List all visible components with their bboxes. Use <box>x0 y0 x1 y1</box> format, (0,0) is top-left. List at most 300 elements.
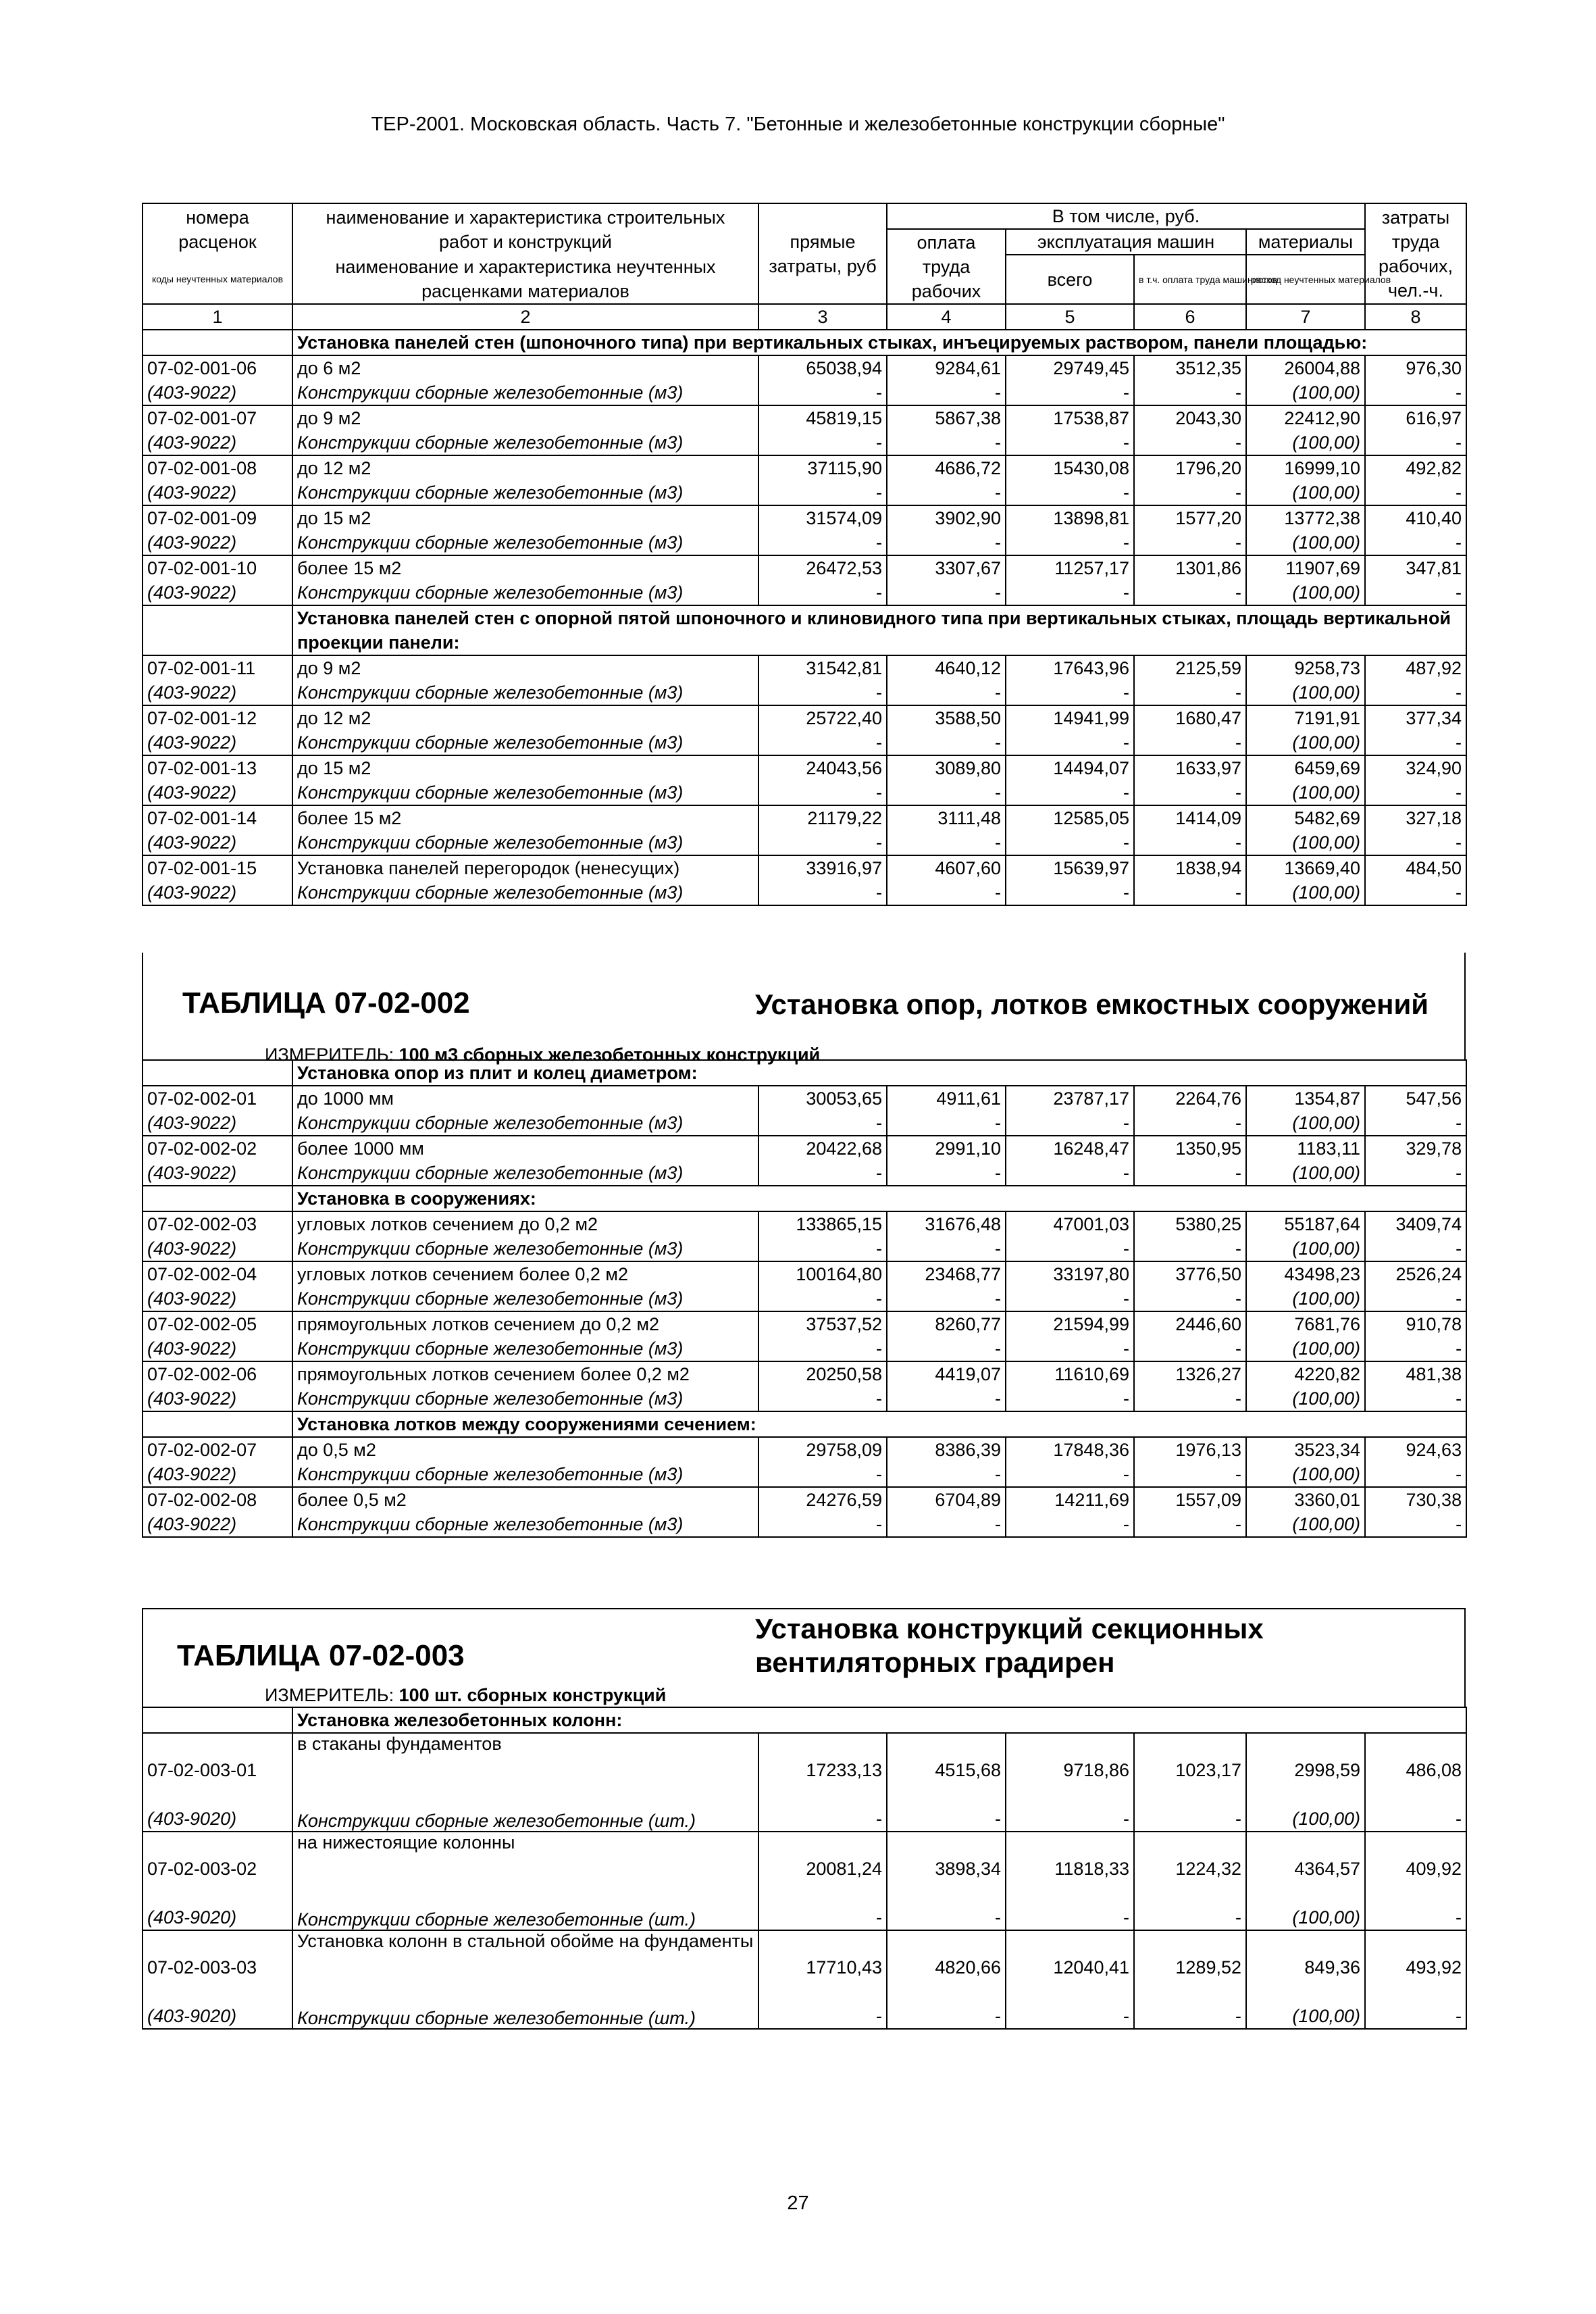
table-title: Установка конструкций секционных вентиляторных градирен <box>755 1613 1264 1678</box>
value-v5: 14941,99 <box>1006 705 1134 730</box>
col-1-header: номера расценок <box>143 203 292 255</box>
material-row <box>143 1236 1466 1261</box>
material-name: Конструкции сборные железобетонные (м3) <box>292 530 758 555</box>
dash-v3: - <box>758 1462 887 1487</box>
material-percent: (100,00) <box>1246 1782 1365 1832</box>
work-name: до 15 м2 <box>292 505 758 530</box>
table-row <box>143 1930 1466 1980</box>
dash-v4: - <box>887 680 1006 705</box>
measurement-unit: ИЗМЕРИТЕЛЬ: 100 шт. сборных конструкций <box>265 1685 667 1705</box>
dash-v4: - <box>887 580 1006 605</box>
value-v8: 616,97 <box>1365 405 1466 430</box>
col-6-header: в т.ч. оплата труда машинистов <box>1134 255 1246 304</box>
dash-v8: - <box>1365 1336 1466 1361</box>
dash-v6: - <box>1134 430 1246 455</box>
work-name: угловых лотков сечением до 0,2 м2 <box>292 1211 758 1236</box>
rate-code: 07-02-002-08 <box>143 1487 292 1512</box>
value-v3: 37537,52 <box>758 1311 887 1336</box>
dash-v5: - <box>1006 880 1134 905</box>
value-v4: 3111,48 <box>887 805 1006 830</box>
dash-v5: - <box>1006 730 1134 755</box>
material-code: (403-9020) <box>143 1980 292 2029</box>
material-percent: (100,00) <box>1246 680 1365 705</box>
value-v5: 13898,81 <box>1006 505 1134 530</box>
table-row <box>143 1136 1466 1161</box>
material-percent: (100,00) <box>1246 880 1365 905</box>
work-name: на нижестоящие колонны <box>292 1832 758 1881</box>
rate-code: 07-02-001-12 <box>143 705 292 730</box>
material-percent: (100,00) <box>1246 430 1365 455</box>
material-percent: (100,00) <box>1246 1236 1365 1261</box>
dash-v3: - <box>758 1286 887 1311</box>
dash-v6: - <box>1134 830 1246 855</box>
dash-v8: - <box>1365 1782 1466 1832</box>
dash-v5: - <box>1006 1782 1134 1832</box>
value-v5: 21594,99 <box>1006 1311 1134 1336</box>
material-name: Конструкции сборные железобетонные (м3) <box>292 1336 758 1361</box>
dash-v3: - <box>758 1782 887 1832</box>
value-v8: 976,30 <box>1365 355 1466 380</box>
material-code: (403-9022) <box>143 1336 292 1361</box>
dash-v6: - <box>1134 1782 1246 1832</box>
material-row <box>143 1336 1466 1361</box>
value-v4: 4820,66 <box>887 1930 1006 1980</box>
section-header-row <box>143 1411 1466 1437</box>
measurement-unit: ИЗМЕРИТЕЛЬ: 100 м3 сборных железобетонных конструкций <box>265 1045 821 1065</box>
col-5-header: всего <box>1006 255 1134 304</box>
dash-v5: - <box>1006 1286 1134 1311</box>
section-header-row <box>143 330 1466 355</box>
dash-v6: - <box>1134 1881 1246 1930</box>
material-code: (403-9020) <box>143 1881 292 1930</box>
work-name: Установка панелей перегородок (ненесущих) <box>292 855 758 880</box>
dash-v8: - <box>1365 480 1466 505</box>
material-name: Конструкции сборные железобетонные (шт.) <box>292 1782 758 1832</box>
dash-v4: - <box>887 1286 1006 1311</box>
value-v8: 492,82 <box>1365 455 1466 480</box>
table-row <box>143 355 1466 380</box>
dash-v3: - <box>758 530 887 555</box>
table-row <box>143 1487 1466 1512</box>
value-v3: 24043,56 <box>758 755 887 780</box>
rate-code: 07-02-001-06 <box>143 355 292 380</box>
value-v5: 11818,33 <box>1006 1832 1134 1881</box>
material-name: Конструкции сборные железобетонные (м3) <box>292 680 758 705</box>
section-blank-cell <box>143 1707 292 1733</box>
dash-v6: - <box>1134 730 1246 755</box>
col-8-header: затраты труда рабочих, чел.-ч. <box>1365 203 1466 304</box>
dash-v8: - <box>1365 1512 1466 1537</box>
value-v3: 100164,80 <box>758 1261 887 1286</box>
table-row <box>143 405 1466 430</box>
value-v8: 410,40 <box>1365 505 1466 530</box>
value-v8: 484,50 <box>1365 855 1466 880</box>
material-code: (403-9022) <box>143 480 292 505</box>
rate-code: 07-02-002-06 <box>143 1361 292 1386</box>
value-v5: 16248,47 <box>1006 1136 1134 1161</box>
value-v4: 23468,77 <box>887 1261 1006 1286</box>
page-number: 27 <box>787 2192 809 2214</box>
rate-code: 07-02-003-02 <box>143 1832 292 1881</box>
value-v7: 1354,87 <box>1246 1086 1365 1111</box>
material-row <box>143 1980 1466 2029</box>
material-row <box>143 830 1466 855</box>
dash-v3: - <box>758 730 887 755</box>
dash-v6: - <box>1134 530 1246 555</box>
value-v3: 31542,81 <box>758 655 887 680</box>
table-07-02-001 <box>142 203 1466 906</box>
table-row <box>143 505 1466 530</box>
value-v4: 3902,90 <box>887 505 1006 530</box>
column-index: 7 <box>1246 304 1365 330</box>
value-v8: 347,81 <box>1365 555 1466 580</box>
dash-v8: - <box>1365 1462 1466 1487</box>
rate-code: 07-02-002-01 <box>143 1086 292 1111</box>
value-v4: 3588,50 <box>887 705 1006 730</box>
rate-code: 07-02-001-13 <box>143 755 292 780</box>
dash-v8: - <box>1365 830 1466 855</box>
material-code: (403-9022) <box>143 1512 292 1537</box>
dash-v4: - <box>887 430 1006 455</box>
value-v8: 487,92 <box>1365 655 1466 680</box>
value-v3: 65038,94 <box>758 355 887 380</box>
dash-v8: - <box>1365 780 1466 805</box>
material-row <box>143 1881 1466 1930</box>
material-code: (403-9022) <box>143 380 292 405</box>
value-v7: 16999,10 <box>1246 455 1365 480</box>
dash-v8: - <box>1365 680 1466 705</box>
value-v5: 11610,69 <box>1006 1361 1134 1386</box>
work-name: до 12 м2 <box>292 705 758 730</box>
value-v6: 1289,52 <box>1134 1930 1246 1980</box>
value-v5: 15430,08 <box>1006 455 1134 480</box>
table-row <box>143 555 1466 580</box>
value-v4: 4640,12 <box>887 655 1006 680</box>
value-v5: 17643,96 <box>1006 655 1134 680</box>
table-row <box>143 1733 1466 1782</box>
dash-v5: - <box>1006 1236 1134 1261</box>
value-v5: 11257,17 <box>1006 555 1134 580</box>
value-v5: 14494,07 <box>1006 755 1134 780</box>
section-blank-cell <box>143 1186 292 1211</box>
dash-v3: - <box>758 1336 887 1361</box>
material-code: (403-9020) <box>143 1782 292 1832</box>
rate-code: 07-02-002-02 <box>143 1136 292 1161</box>
value-v8: 493,92 <box>1365 1930 1466 1980</box>
work-name: Установка колонн в стальной обойме на фундаменты <box>292 1930 758 1980</box>
value-v3: 25722,40 <box>758 705 887 730</box>
material-row <box>143 680 1466 705</box>
value-v4: 3307,67 <box>887 555 1006 580</box>
dash-v3: - <box>758 1161 887 1186</box>
value-v4: 8260,77 <box>887 1311 1006 1336</box>
column-index: 3 <box>758 304 887 330</box>
dash-v6: - <box>1134 1336 1246 1361</box>
dash-v4: - <box>887 1782 1006 1832</box>
dash-v8: - <box>1365 430 1466 455</box>
table-label: ТАБЛИЦА 07-02-003 <box>177 1639 465 1672</box>
col-1-subheader: коды неучтенных материалов <box>143 255 292 304</box>
value-v7: 1183,11 <box>1246 1136 1365 1161</box>
column-index: 5 <box>1006 304 1134 330</box>
material-code: (403-9022) <box>143 1286 292 1311</box>
rate-code: 07-02-001-11 <box>143 655 292 680</box>
dash-v4: - <box>887 1980 1006 2029</box>
value-v4: 3898,34 <box>887 1832 1006 1881</box>
material-row <box>143 380 1466 405</box>
column-index: 1 <box>143 304 292 330</box>
value-v3: 24276,59 <box>758 1487 887 1512</box>
value-v3: 26472,53 <box>758 555 887 580</box>
rate-code: 07-02-001-08 <box>143 455 292 480</box>
value-v5: 17848,36 <box>1006 1437 1134 1462</box>
dash-v5: - <box>1006 1386 1134 1411</box>
col-7-subheader: расход неучтенных материалов <box>1246 255 1365 304</box>
value-v5: 23787,17 <box>1006 1086 1134 1111</box>
value-v7: 13772,38 <box>1246 505 1365 530</box>
value-v8: 924,63 <box>1365 1437 1466 1462</box>
value-v6: 1023,17 <box>1134 1733 1246 1782</box>
dash-v5: - <box>1006 1336 1134 1361</box>
group-header: В том числе, руб. <box>887 203 1365 229</box>
value-v3: 37115,90 <box>758 455 887 480</box>
material-percent: (100,00) <box>1246 380 1365 405</box>
value-v7: 22412,90 <box>1246 405 1365 430</box>
dash-v4: - <box>887 1336 1006 1361</box>
material-row <box>143 580 1466 605</box>
value-v5: 47001,03 <box>1006 1211 1134 1236</box>
value-v8: 2526,24 <box>1365 1261 1466 1286</box>
dash-v8: - <box>1365 1161 1466 1186</box>
value-v3: 20422,68 <box>758 1136 887 1161</box>
value-v4: 5867,38 <box>887 405 1006 430</box>
dash-v6: - <box>1134 1512 1246 1537</box>
rate-code: 07-02-001-14 <box>143 805 292 830</box>
section-blank-cell <box>143 330 292 355</box>
value-v3: 20081,24 <box>758 1832 887 1881</box>
dash-v4: - <box>887 480 1006 505</box>
dash-v3: - <box>758 1386 887 1411</box>
value-v6: 1796,20 <box>1134 455 1246 480</box>
material-name: Конструкции сборные железобетонные (м3) <box>292 1111 758 1136</box>
work-name: более 0,5 м2 <box>292 1487 758 1512</box>
material-code: (403-9022) <box>143 530 292 555</box>
material-row <box>143 780 1466 805</box>
material-row <box>143 1286 1466 1311</box>
value-v7: 5482,69 <box>1246 805 1365 830</box>
value-v6: 1224,32 <box>1134 1832 1246 1881</box>
table-header <box>143 203 1466 330</box>
value-v4: 4686,72 <box>887 455 1006 480</box>
value-v3: 17233,13 <box>758 1733 887 1782</box>
section-title: Установка панелей стен (шпоночного типа) при вертикальных стыках, инъецируемых раствором, панели площадью: <box>292 330 1466 355</box>
material-percent: (100,00) <box>1246 730 1365 755</box>
section-header-row <box>143 605 1466 655</box>
table-row <box>143 855 1466 880</box>
material-percent: (100,00) <box>1246 830 1365 855</box>
value-v5: 12040,41 <box>1006 1930 1134 1980</box>
dash-v4: - <box>887 530 1006 555</box>
table-row <box>143 1311 1466 1336</box>
dash-v6: - <box>1134 480 1246 505</box>
dash-v6: - <box>1134 1236 1246 1261</box>
value-v3: 21179,22 <box>758 805 887 830</box>
material-percent: (100,00) <box>1246 1512 1365 1537</box>
section-blank-cell <box>143 1060 292 1086</box>
value-v6: 1326,27 <box>1134 1361 1246 1386</box>
dash-v6: - <box>1134 580 1246 605</box>
value-v6: 2125,59 <box>1134 655 1246 680</box>
rate-code: 07-02-001-15 <box>143 855 292 880</box>
column-index: 6 <box>1134 304 1246 330</box>
dash-v6: - <box>1134 1462 1246 1487</box>
material-row <box>143 480 1466 505</box>
material-percent: (100,00) <box>1246 580 1365 605</box>
section-title: Установка панелей стен с опорной пятой шпоночного и клиновидного типа при вертикальных стыках, площадь вертикальной проекции панели: <box>292 605 1466 655</box>
material-code: (403-9022) <box>143 1386 292 1411</box>
table-07-02-003-title <box>142 1612 1466 1705</box>
value-v7: 3360,01 <box>1246 1487 1365 1512</box>
dash-v6: - <box>1134 1286 1246 1311</box>
material-code: (403-9022) <box>143 780 292 805</box>
dash-v5: - <box>1006 380 1134 405</box>
value-v7: 13669,40 <box>1246 855 1365 880</box>
material-name: Конструкции сборные железобетонные (м3) <box>292 830 758 855</box>
dash-v4: - <box>887 830 1006 855</box>
table-row <box>143 1832 1466 1881</box>
value-v6: 1976,13 <box>1134 1437 1246 1462</box>
col-2-header: наименование и характеристика строительных работ и конструкций <box>292 203 758 255</box>
material-row <box>143 1512 1466 1537</box>
table-row <box>143 1211 1466 1236</box>
table-row <box>143 805 1466 830</box>
work-name: более 15 м2 <box>292 805 758 830</box>
value-v8: 324,90 <box>1365 755 1466 780</box>
material-name: Конструкции сборные железобетонные (шт.) <box>292 1980 758 2029</box>
material-code: (403-9022) <box>143 830 292 855</box>
dash-v4: - <box>887 1881 1006 1930</box>
dash-v4: - <box>887 1111 1006 1136</box>
dash-v8: - <box>1365 1286 1466 1311</box>
dash-v3: - <box>758 1236 887 1261</box>
value-v4: 4515,68 <box>887 1733 1006 1782</box>
material-code: (403-9022) <box>143 880 292 905</box>
value-v4: 2991,10 <box>887 1136 1006 1161</box>
dash-v5: - <box>1006 580 1134 605</box>
dash-v8: - <box>1365 380 1466 405</box>
section-header-row <box>143 1186 1466 1211</box>
dash-v3: - <box>758 880 887 905</box>
section-title: Установка железобетонных колонн: <box>292 1707 1466 1733</box>
value-v6: 3512,35 <box>1134 355 1246 380</box>
table-row <box>143 1437 1466 1462</box>
rate-code: 07-02-002-03 <box>143 1211 292 1236</box>
dash-v5: - <box>1006 1512 1134 1537</box>
col-4-header: оплата труда рабочих <box>887 229 1006 304</box>
material-code: (403-9022) <box>143 430 292 455</box>
table-07-02-002-title <box>142 980 1466 1065</box>
table-row <box>143 1086 1466 1111</box>
dash-v5: - <box>1006 680 1134 705</box>
dash-v6: - <box>1134 1980 1246 2029</box>
dash-v3: - <box>758 1980 887 2029</box>
material-code: (403-9022) <box>143 730 292 755</box>
dash-v5: - <box>1006 780 1134 805</box>
dash-v5: - <box>1006 1161 1134 1186</box>
material-row <box>143 1161 1466 1186</box>
material-row <box>143 1111 1466 1136</box>
value-v4: 8386,39 <box>887 1437 1006 1462</box>
dash-v3: - <box>758 830 887 855</box>
work-name: угловых лотков сечением более 0,2 м2 <box>292 1261 758 1286</box>
dash-v5: - <box>1006 1980 1134 2029</box>
table-row <box>143 655 1466 680</box>
dash-v5: - <box>1006 430 1134 455</box>
col-56-header: эксплуатация машин <box>1006 229 1246 255</box>
dash-v5: - <box>1006 480 1134 505</box>
rate-code: 07-02-002-04 <box>143 1261 292 1286</box>
value-v6: 5380,25 <box>1134 1211 1246 1236</box>
table-row <box>143 755 1466 780</box>
rate-code: 07-02-003-01 <box>143 1733 292 1782</box>
col-7-header: материалы <box>1246 229 1365 255</box>
section-blank-cell <box>143 605 292 655</box>
dash-v4: - <box>887 1512 1006 1537</box>
material-name: Конструкции сборные железобетонные (шт.) <box>292 1881 758 1930</box>
value-v5: 17538,87 <box>1006 405 1134 430</box>
value-v6: 1838,94 <box>1134 855 1246 880</box>
dash-v5: - <box>1006 1462 1134 1487</box>
dash-v5: - <box>1006 1111 1134 1136</box>
rate-code: 07-02-003-03 <box>143 1930 292 1980</box>
material-code: (403-9022) <box>143 1462 292 1487</box>
dash-v5: - <box>1006 1881 1134 1930</box>
dash-v4: - <box>887 1386 1006 1411</box>
material-row <box>143 1782 1466 1832</box>
work-name: более 15 м2 <box>292 555 758 580</box>
material-row <box>143 430 1466 455</box>
material-code: (403-9022) <box>143 680 292 705</box>
table-row <box>143 705 1466 730</box>
material-name: Конструкции сборные железобетонные (м3) <box>292 1512 758 1537</box>
dash-v4: - <box>887 380 1006 405</box>
table-row <box>143 455 1466 480</box>
dash-v4: - <box>887 1236 1006 1261</box>
work-name: до 9 м2 <box>292 405 758 430</box>
value-v6: 1301,86 <box>1134 555 1246 580</box>
dash-v8: - <box>1365 530 1466 555</box>
value-v4: 4911,61 <box>887 1086 1006 1111</box>
value-v6: 2264,76 <box>1134 1086 1246 1111</box>
value-v3: 17710,43 <box>758 1930 887 1980</box>
value-v5: 9718,86 <box>1006 1733 1134 1782</box>
dash-v6: - <box>1134 1161 1246 1186</box>
material-name: Конструкции сборные железобетонные (м3) <box>292 1236 758 1261</box>
value-v7: 26004,88 <box>1246 355 1365 380</box>
work-name: более 1000 мм <box>292 1136 758 1161</box>
material-code: (403-9022) <box>143 1236 292 1261</box>
table-07-02-003 <box>142 1707 1466 2030</box>
material-row <box>143 530 1466 555</box>
material-percent: (100,00) <box>1246 1881 1365 1930</box>
column-index: 8 <box>1365 304 1466 330</box>
value-v6: 1414,09 <box>1134 805 1246 830</box>
material-percent: (100,00) <box>1246 530 1365 555</box>
value-v6: 1577,20 <box>1134 505 1246 530</box>
value-v7: 7191,91 <box>1246 705 1365 730</box>
value-v3: 33916,97 <box>758 855 887 880</box>
value-v6: 2446,60 <box>1134 1311 1246 1336</box>
